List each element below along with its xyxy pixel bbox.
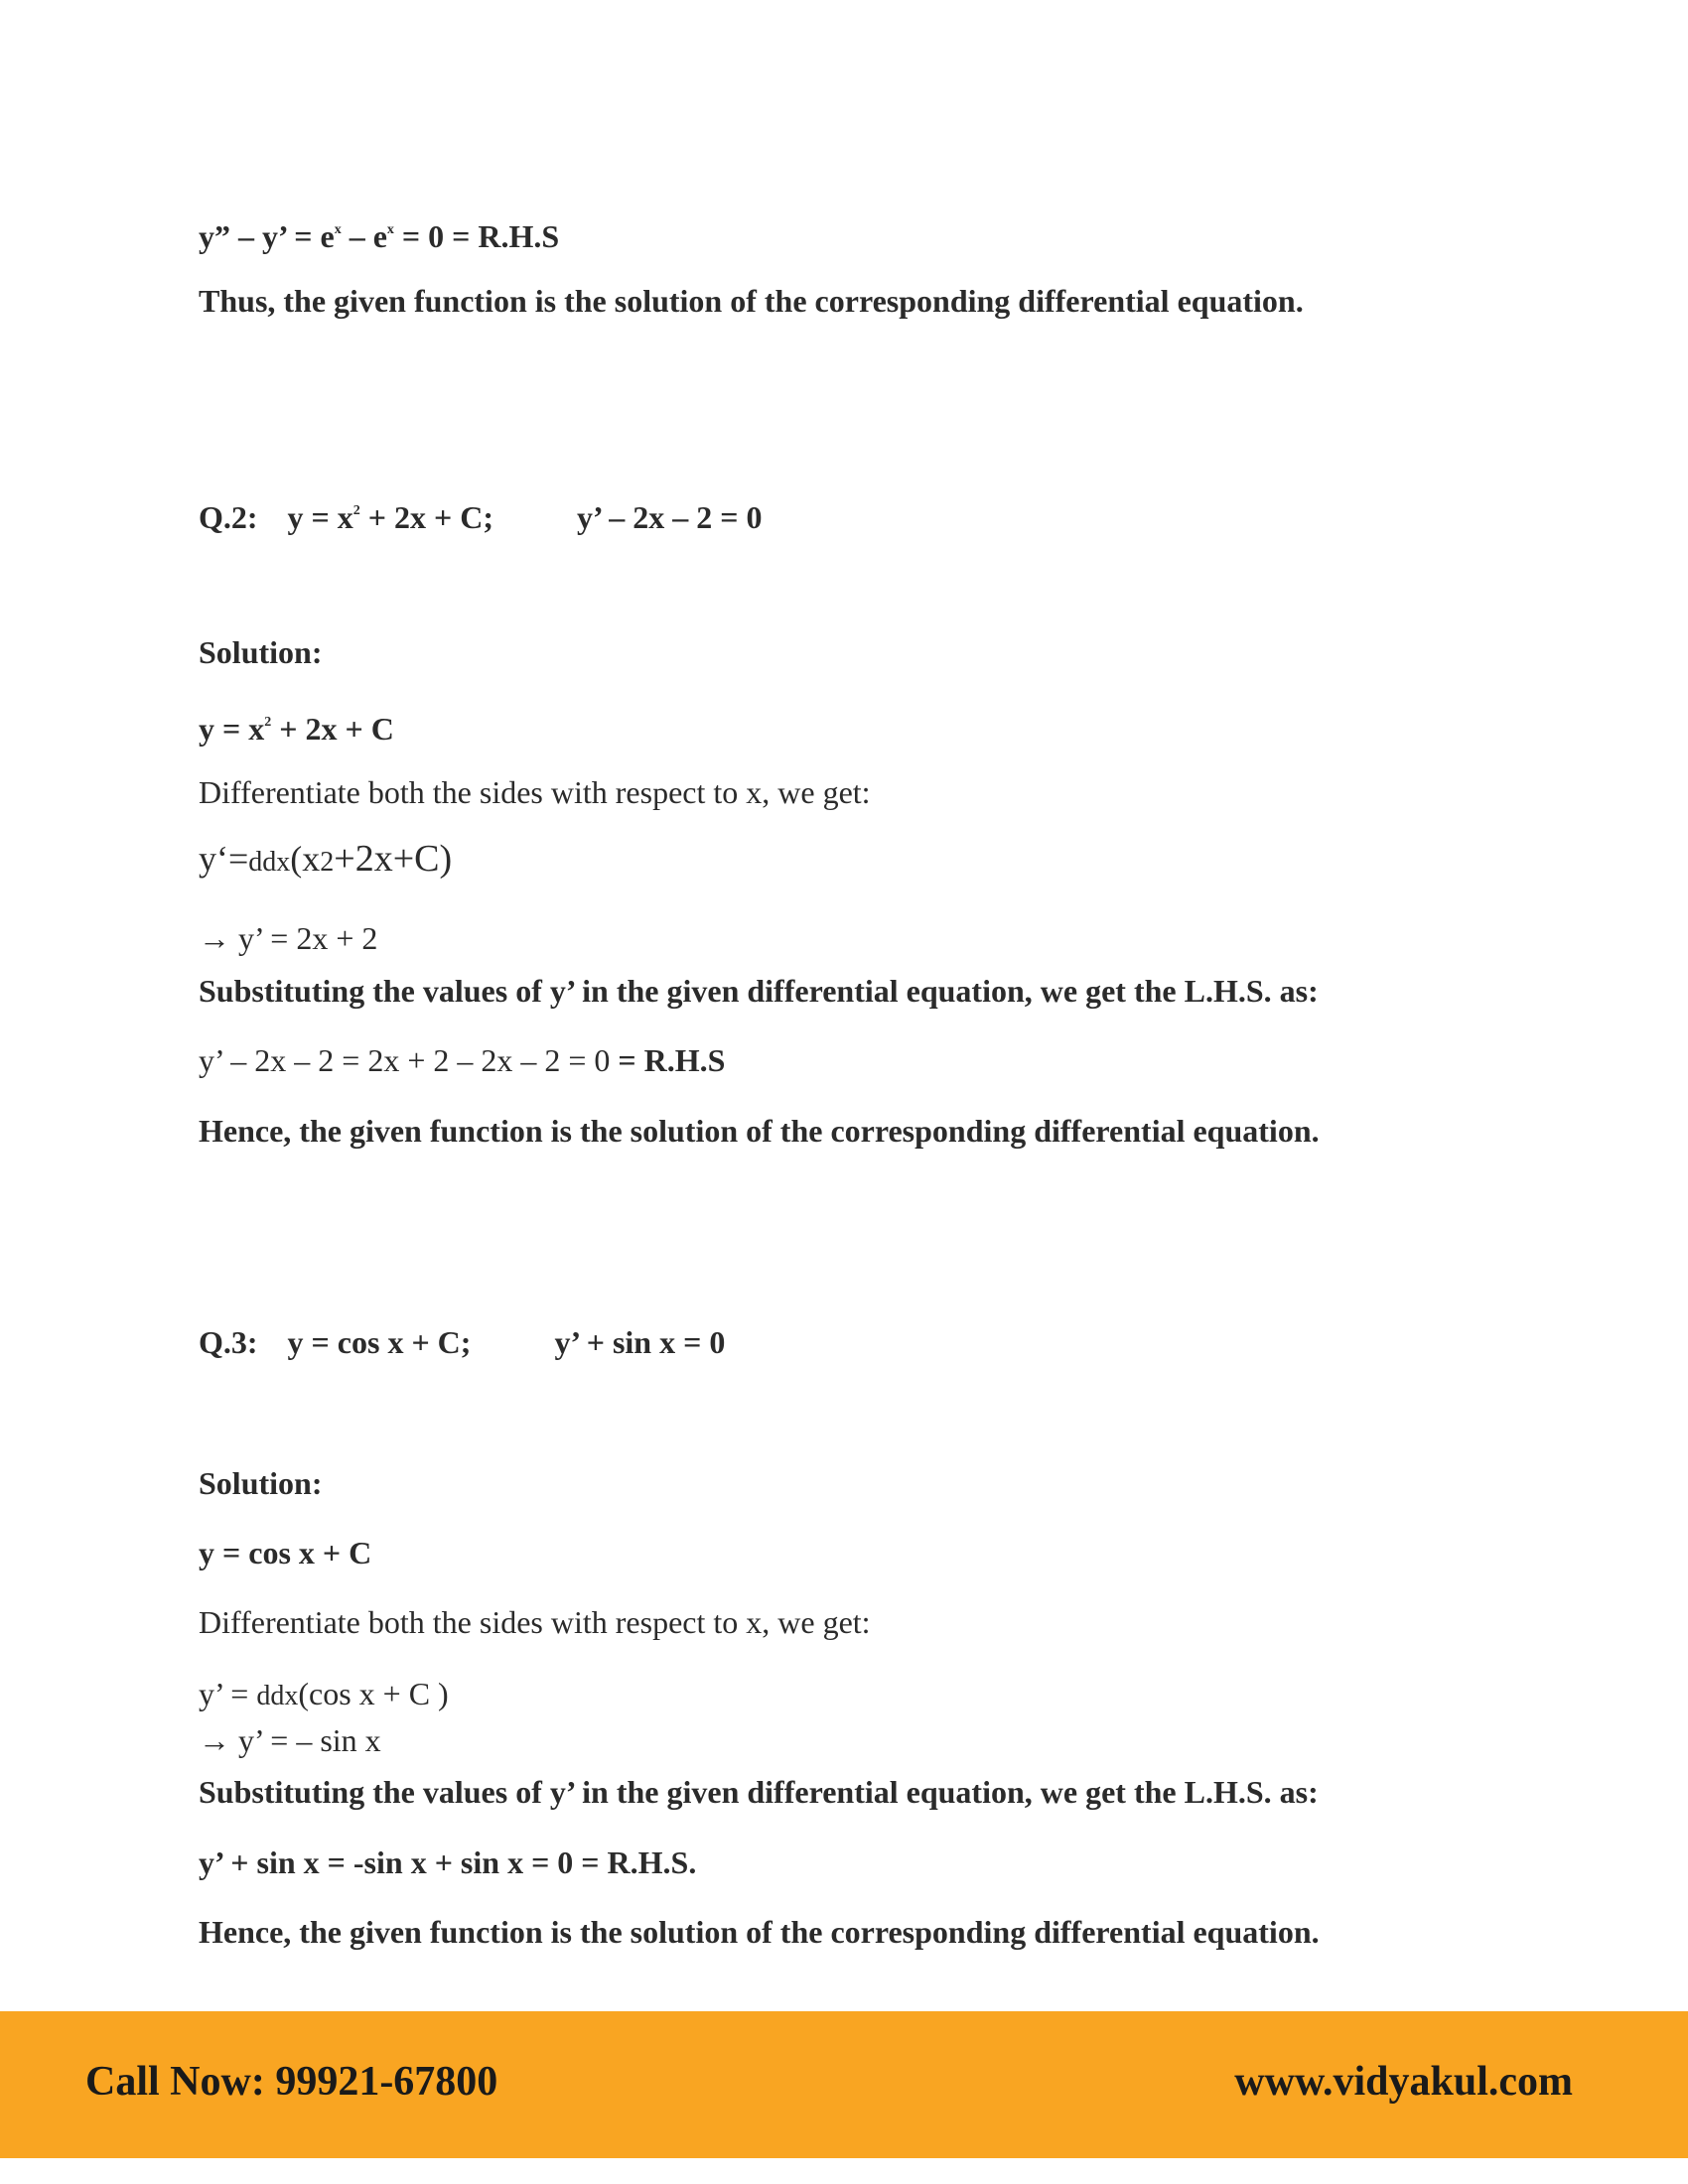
footer-banner [0,2011,1688,2158]
equation-part: 2 [320,847,335,878]
conclusion-text: Thus, the given function is the solution of the corresponding differential equation. [199,283,1304,319]
lhs-evaluation [199,1040,725,1080]
substitution-text: Substituting the values of y’ in the given differential equation, we get the L.H.S. as: [199,973,1319,1009]
call-now-text: Call Now: 99921-67800 [85,2059,498,2105]
equation-part: +2x+C) [334,838,453,880]
equation-part: y’ = [199,1676,257,1711]
substitution-text: Substituting the values of y’ in the given differential equation, we get the L.H.S. as: [199,1774,1319,1810]
equation-part: (cos x + C ) [298,1676,449,1711]
instruction-text: Differentiate both the sides with respect to x, we get: [199,1604,871,1640]
equation-part: y‘= [199,839,249,879]
equation-part: (x [290,839,321,879]
question-label: Q.3: [199,1324,258,1360]
superscript: x [334,222,342,237]
derivative-line [199,1674,449,1716]
given-function: y = cos x + C [199,1535,372,1570]
derivative-result: → y’ = 2x + 2 [199,920,378,956]
differential-equation: y’ – 2x – 2 = 0 [577,499,763,535]
equation-line [199,210,559,256]
question-label: Q.2: [199,499,258,535]
equation-part: y” – y’ = e [199,218,335,254]
superscript: 2 [264,715,272,730]
superscript: x [386,222,394,237]
equation-part: + 2x + C [271,711,394,747]
question-2-heading [199,491,763,537]
differential-equation: y’ + sin x = 0 [554,1324,726,1360]
website-link[interactable]: www.vidyakul.com [1234,2059,1573,2105]
equation-part: y = x [199,711,265,747]
equation-part: y’ – 2x – 2 = 2x + 2 – 2x – 2 = 0 [199,1042,619,1078]
lhs-evaluation: y’ + sin x = -sin x + sin x = 0 = R.H.S. [199,1844,697,1880]
question-equation: y = x [287,499,353,535]
derivative-result: → y’ = – sin x [199,1722,381,1758]
equation-part: = 0 = R.H.S [393,218,560,254]
ddx-operator: ddx [248,847,291,878]
solution-heading: Solution: [199,1465,323,1501]
question-equation: y = cos x + C; [287,1324,472,1360]
instruction-text: Differentiate both the sides with respect to x, we get: [199,774,871,810]
equation-part: = R.H.S [618,1042,726,1078]
conclusion-text: Hence, the given function is the solution of the corresponding differential equation. [199,1914,1320,1950]
equation-part: – e [341,218,387,254]
ddx-operator: ddx [256,1681,299,1711]
question-equation: + 2x + C; [359,499,494,535]
derivative-line [199,839,452,883]
solution-heading: Solution: [199,634,323,670]
given-function [199,703,394,749]
superscript: 2 [352,503,360,518]
question-3-heading [199,1322,725,1362]
conclusion-text: Hence, the given function is the solution of the corresponding differential equation. [199,1113,1320,1149]
